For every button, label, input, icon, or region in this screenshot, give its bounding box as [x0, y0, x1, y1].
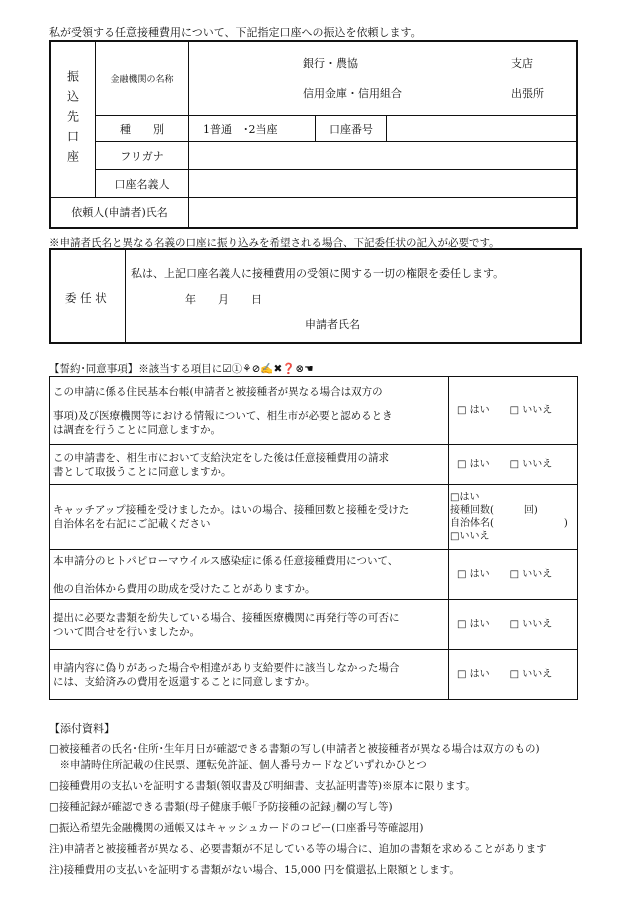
attachment-item: □被接種者の氏名･住所･生年月日が確認できる書類の写し(申請者と被接種者が異なる場合は双方のもの): [49, 743, 540, 755]
bank-side-label: 振込先口座: [65, 69, 80, 170]
attachment-note: 注)接種費用の支払いを証明する書類がない場合、15,000 円を償還払上限額とします。: [49, 864, 460, 876]
intro-text: 私が受領する任意接種費用について、下記指定口座への振込を依頼します。: [49, 26, 422, 39]
delegation-signer[interactable]: 申請者氏名: [305, 318, 360, 331]
delegation-label: 委 任 状: [65, 291, 107, 305]
pledge-question: 提出に必要な書類を紛失している場合、接種医療機関に再発行等の可否に ついて問合せを行いましたか。: [50, 600, 449, 650]
pledge-question: キャッチアップ接種を受けましたか。はいの場合、接種回数と接種を受けた 自治体名を右記にご記載ください: [50, 485, 449, 550]
branch-2: 出張所: [511, 87, 544, 100]
pledge-answer[interactable]: □ はい □ いいえ: [449, 377, 578, 445]
requester-field[interactable]: [189, 198, 578, 228]
delegation-note: ※申請者氏名と異なる名義の口座に振り込みを希望される場合、下記委任状の記入が必要です。: [49, 237, 500, 249]
attachment-item: □接種記録が確認できる書類(母子健康手帳｢予防接種の記録｣欄の写し等): [49, 801, 393, 813]
delegation-text: 私は、上記口座名義人に接種費用の受領に関する一切の権限を委任します。: [131, 267, 505, 280]
attachment-item: □振込希望先金融機関の通帳又はキャッシュカードのコピー(口座番号等確認用): [49, 822, 424, 834]
branch-1: 支店: [511, 57, 533, 70]
fin-name-field[interactable]: [189, 41, 578, 116]
pledge-question: この申請書を、相生市において支給決定をした後は任意接種費用の請求 書として取扱うことに同意しますか。: [50, 445, 449, 485]
pledge-question: 申請内容に偽りがあった場合や相違があり支給要件に該当しなかった場合 には、支給済みの費用を返還することに同意しますか。: [50, 650, 449, 700]
furigana-field[interactable]: [189, 142, 578, 170]
delegation-box: [49, 248, 582, 344]
account-holder-label: 口座名義人: [96, 170, 189, 198]
account-number-label: 口座番号: [316, 116, 387, 142]
account-holder-field[interactable]: [189, 170, 578, 198]
pledge-answer[interactable]: □ はい □ いいえ: [449, 650, 578, 700]
attachment-item: □接種費用の支払いを証明する書類(領収書及び明細書、支払証明書等)※原本に限ります。: [49, 780, 476, 792]
bank-account-section: [49, 40, 578, 229]
attachment-item: ※申請時住所記載の住民票、運転免許証、個人番号カードなどいずれかひとつ: [49, 759, 427, 771]
pledge-heading: 【誓約･同意事項】※該当する項目に☑①⚘⊘✍✖❓⊗☚: [49, 363, 314, 375]
bank-type-2: 信用金庫・信用組合: [303, 87, 402, 100]
furigana-label: フリガナ: [96, 142, 189, 170]
pledge-answer[interactable]: □ はい □ いいえ: [449, 600, 578, 650]
bank-type-1: 銀行・農協: [303, 57, 358, 70]
pledge-answer[interactable]: □ はい □ いいえ: [449, 445, 578, 485]
pledge-question: 本申請分のヒトパピローマウイルス感染症に係る任意接種費用について、 他の自治体から費用の助成を受けたことがありますか。: [50, 550, 449, 600]
kind-value[interactable]: 1普通 ･2当座: [189, 116, 316, 142]
bank-side-label-cell: [50, 41, 96, 198]
pledge-answer[interactable]: □ はい □ いいえ: [449, 550, 578, 600]
account-number-field[interactable]: [387, 116, 578, 142]
pledge-table: [49, 376, 578, 700]
kind-label: 種 別: [96, 116, 189, 142]
attachment-note: 注)申請者と被接種者が異なる、必要書類が不足している等の場合に、追加の書類を求めることがあります: [49, 843, 547, 855]
attachments-heading: 【添付資料】: [49, 722, 115, 735]
catchup-answer[interactable]: □はい 接種回数( 回) 自治体名( ) □いいえ: [449, 485, 578, 550]
fin-name-label: 金融機関の名称: [96, 41, 189, 116]
pledge-question: この申請に係る住民基本台帳(申請者と被接種者が異なる場合は双方の 事項)及び医療機関等における情報について、相生市が必要と認めるとき は調査を行うことに同意しますか。: [50, 377, 449, 445]
requester-label: 依頼人(申請者)氏名: [50, 198, 189, 228]
attachments-section: [49, 718, 547, 881]
delegation-date[interactable]: 年 月 日: [185, 293, 262, 306]
